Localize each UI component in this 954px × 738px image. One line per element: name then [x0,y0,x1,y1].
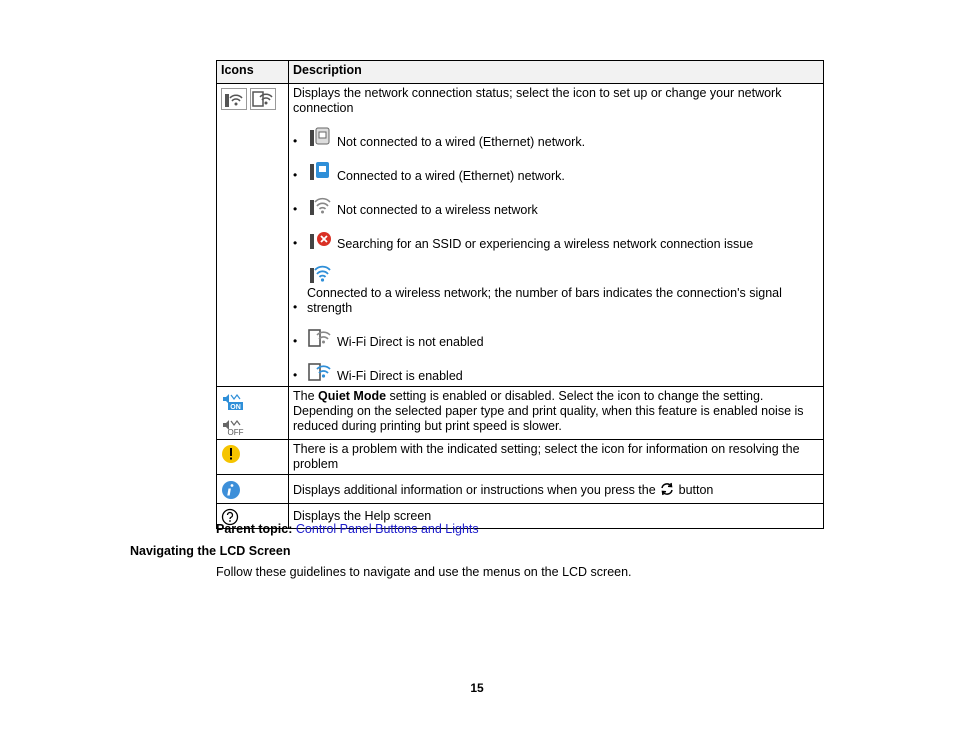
svg-text:OFF: OFF [227,428,244,437]
description-cell: Displays additional information or instructions when you press the button [289,475,824,504]
wifi-connected-icon [307,262,333,286]
list-item: • Searching for an SSID or experiencing a wireless network connection issue [293,228,819,252]
icon-cell [217,387,289,440]
wired-connected-icon [307,160,333,184]
wifi-disconnected-icon [307,194,333,218]
table-row [217,440,824,475]
page-number: 15 [470,681,484,695]
wired-disconnected-icon [307,126,333,150]
description-cell: Displays the Help screen [289,504,824,529]
refresh-icon [659,481,675,497]
table-row [217,387,824,440]
network-status-list [293,126,819,384]
list-item: • Connected to a wired (Ethernet) network. [293,160,819,184]
table-row [217,475,824,504]
info-icon [221,480,284,500]
parent-topic-link[interactable]: Control Panel Buttons and Lights [295,522,479,536]
parent-topic [216,522,479,536]
network-intro-text: Displays the network connection status; select the icon to set up or change your network connection [293,86,782,115]
icon-cell [217,440,289,475]
svg-text:ON: ON [230,404,241,411]
section-heading: Navigating the LCD Screen [130,544,291,558]
icon-cell [217,84,289,387]
wifi-error-icon [307,228,333,252]
table-row [217,84,824,387]
quiet-mode-term: Quiet Mode [318,389,387,403]
wifi-direct-disabled-icon [307,326,333,350]
parent-topic-label: Parent topic: [216,522,293,536]
list-item: • Not connected to a wireless network [293,194,819,218]
icons-column-header: Icons [217,61,289,84]
list-item: • Not connected to a wired (Ethernet) network. [293,126,819,150]
quiet-mode-on-icon [221,391,284,411]
wifi-direct-status-icon [250,88,276,110]
list-item: • Wi-Fi Direct is enabled [293,360,819,384]
description-cell: There is a problem with the indicated setting; select the icon for information on resolving the problem [289,440,824,475]
wifi-direct-enabled-icon [307,360,333,384]
list-item: • Connected to a wireless network; the number of bars indicates the connection's signal strength [293,262,819,316]
warning-icon [221,444,284,464]
table-header-row [217,61,824,84]
icon-cell [217,475,289,504]
list-item: • Wi-Fi Direct is not enabled [293,326,819,350]
description-cell [289,84,824,387]
description-cell: The Quiet Mode setting is enabled or disabled. Select the icon to change the setting. Depending on the selected paper type and print quality, when this feature is enabled noise is reduced during printing but print speed is slower. [289,387,824,440]
icons-table [216,60,824,529]
section-text: Follow these guidelines to navigate and use the menus on the LCD screen. [216,565,632,579]
network-status-icon [221,88,247,110]
description-column-header: Description [289,61,824,84]
quiet-mode-off-icon [221,417,284,437]
